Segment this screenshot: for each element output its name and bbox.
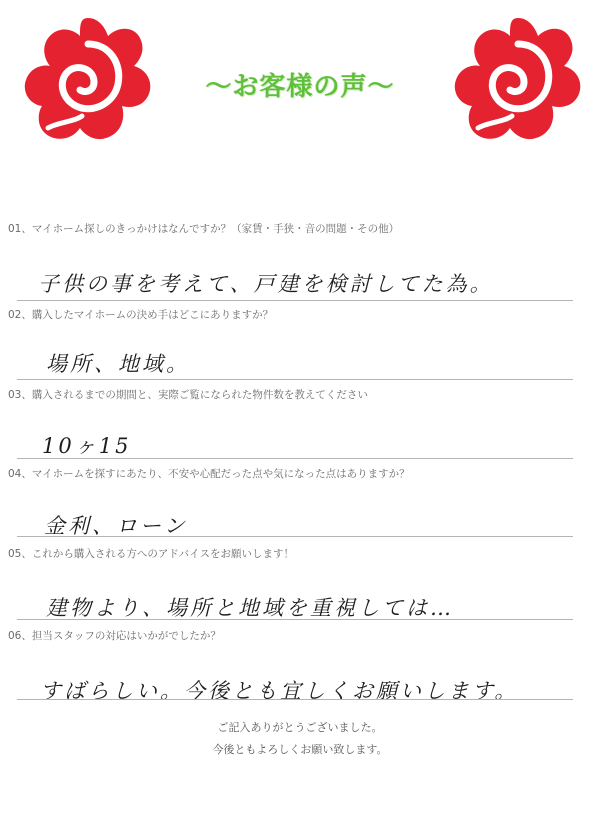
answer-3: 10ヶ15 xyxy=(42,434,132,458)
answer-2-underline xyxy=(17,379,573,380)
question-5-label: 05、これから購入される方へのアドバイスをお願いします！ xyxy=(8,548,295,560)
answer-5: 建物より、場所と地域を重視しては… xyxy=(46,596,454,620)
answer-3-underline xyxy=(17,458,573,459)
answer-5-underline xyxy=(17,619,573,620)
closing-line-1: ご記入ありがとうございました。 xyxy=(217,721,383,734)
answer-1-underline xyxy=(17,300,573,301)
question-6-label: 06、担当スタッフの対応はいかがでしたか？ xyxy=(8,630,221,642)
answer-4-underline xyxy=(17,536,573,537)
closing-line-2: 今後ともよろしくお願い致します。 xyxy=(212,743,388,756)
question-1-label: 01、マイホーム探しのきっかけはなんですか？（家賃・手狭・音の問題・その他） xyxy=(8,223,400,235)
question-4-label: 04、マイホームを探すにあたり、不安や心配だった点や気になった点はありますか？ xyxy=(8,468,410,480)
answer-6-underline xyxy=(17,699,573,700)
answer-1: 子供の事を考えて、戸建を検討してた為。 xyxy=(38,272,494,296)
answer-2: 場所、地域。 xyxy=(46,352,190,376)
answer-6: すばらしい。今後とも宜しくお願いします。 xyxy=(40,679,519,703)
page-title: ～お客様の声～ xyxy=(205,72,395,102)
answer-4: 金利、ローン xyxy=(44,514,188,538)
question-2-label: 02、購入したマイホームの決め手はどこにありますか？ xyxy=(8,309,274,321)
closing-message xyxy=(0,717,600,761)
question-3-label: 03、購入されるまでの期間と、実際ご覧になられた物件数を教えてください xyxy=(8,389,368,401)
